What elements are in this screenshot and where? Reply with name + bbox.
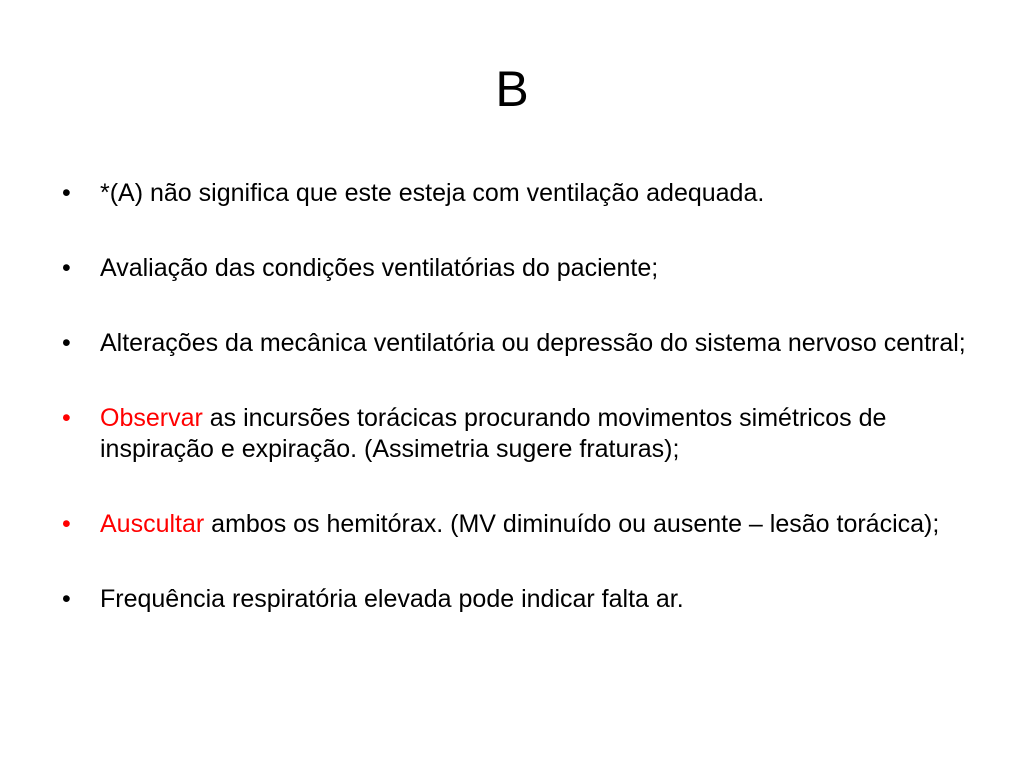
list-item [62, 403, 972, 465]
bullet-list [62, 178, 972, 659]
list-item [62, 509, 972, 540]
bullet-icon: • [62, 179, 71, 207]
bullet-text: *(A) não significa que este esteja com ventilação adequada. [100, 179, 765, 207]
bullet-text: Alterações da mecânica ventilatória ou depressão do sistema nervoso central; [100, 329, 966, 357]
list-item [62, 584, 972, 615]
bullet-icon: • [62, 329, 71, 357]
list-item [62, 328, 972, 359]
list-item [62, 253, 972, 284]
bullet-icon: • [62, 585, 71, 613]
bullet-text: Frequência respiratória elevada pode indicar falta ar. [100, 585, 684, 613]
bullet-icon: • [62, 254, 71, 282]
bullet-icon: • [62, 510, 71, 538]
bullet-text: Avaliação das condições ventilatórias do paciente; [100, 254, 659, 282]
bullet-text: ambos os hemitórax. (MV diminuído ou ausente – lesão torácica); [204, 510, 940, 538]
bullet-highlight: Observar [100, 404, 203, 432]
bullet-highlight: Auscultar [100, 510, 205, 538]
bullet-text: as incursões torácicas procurando movimentos simétricos de inspiração e expiração. (Assimetria sugere fraturas); [100, 404, 887, 463]
bullet-icon: • [62, 404, 71, 432]
list-item [62, 178, 972, 209]
slide-title: B [495, 61, 529, 117]
